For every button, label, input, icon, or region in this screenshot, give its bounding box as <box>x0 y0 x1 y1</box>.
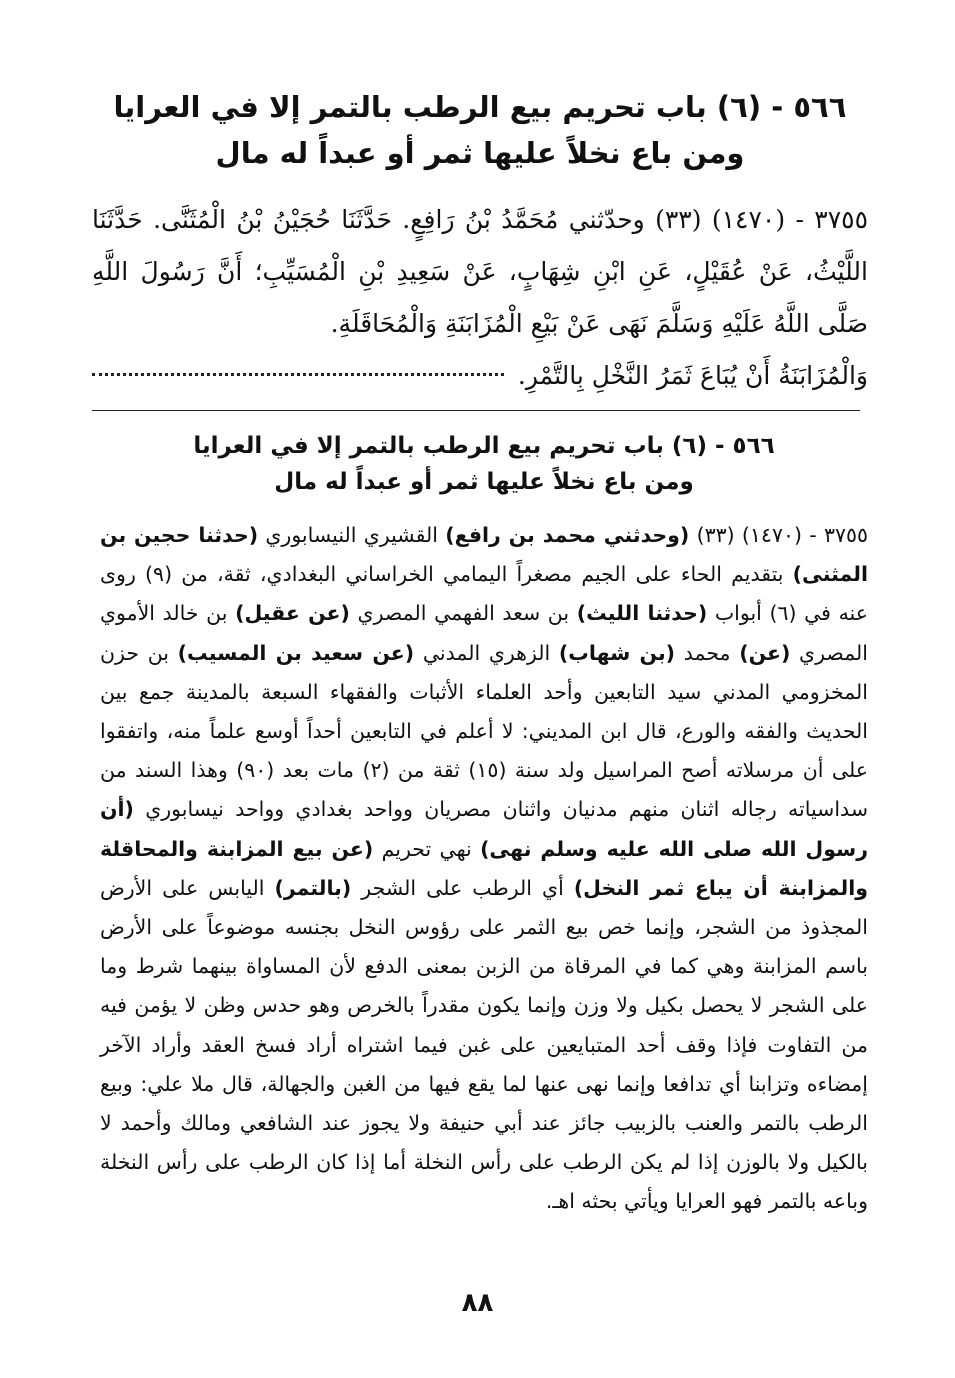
commentary-bold-segment: (حدثنا حجين بن المثنى) <box>100 523 868 587</box>
hadith-definition: وَالْمُزَابَنَةُ أَنْ يُبَاعَ ثَمَرُ النَّخْلِ بِالتَّمْرِ. <box>517 361 868 390</box>
commentary-bold-segment: (وحدثني محمد بن رافع) <box>445 523 690 547</box>
commentary-segment: القشيري النيسابوري <box>258 523 446 547</box>
commentary-bold-segment: (بن شهاب) <box>558 640 676 665</box>
hadith-chapter-title-line-2: ومن باع نخلاً عليها ثمر أو عبداً له مال <box>215 136 745 170</box>
commentary-segment: أي الرطب على الشجر <box>351 875 574 900</box>
hadith-definition-line <box>92 350 868 402</box>
commentary-paragraph <box>100 516 868 1222</box>
commentary-text <box>100 516 868 1222</box>
hadith-chapter-title-line-1: ٥٦٦ - (٦) باب تحريم بيع الرطب بالتمر إلا في العرايا <box>113 90 847 124</box>
commentary-chapter-title-line-1: ٥٦٦ - (٦) باب تحريم بيع الرطب بالتمر إلا في العرايا <box>193 433 775 459</box>
commentary-bold-segment: (عن سعيد بن المسيب) <box>177 640 415 665</box>
commentary-bold-segment: (عن عقيل) <box>235 601 350 626</box>
hadith-body: ٣٧٥٥ - (١٤٧٠) (٣٣) وحدّثني مُحَمَّدُ بْنُ رَافِعٍ. حَدَّثَنَا حُجَيْنُ بْنُ الْمُثَنَّى. حَدَّثَنَا اللَّيْثُ، عَنْ عُقَيْلٍ، عَنِ ابْنِ شِهَابٍ، عَنْ سَعِيدِ بْنِ الْمُسَيِّبِ؛ أَنَّ رَسُولَ اللَّهِ صَلَّى اللَّهُ عَلَيْهِ وَسَلَّمَ نَهَى عَنْ بَيْعِ الْمُزَابَنَةِ وَالْمُحَاقَلَةِ. <box>92 205 868 338</box>
commentary-bold-segment: (حدثنا الليث) <box>576 601 708 626</box>
commentary-bold-segment: (بالتمر) <box>274 875 352 900</box>
page-number: ٨٨ <box>461 1288 494 1318</box>
commentary-segment: نهي تحريم <box>373 836 481 861</box>
hadith-section <box>92 84 868 402</box>
commentary-segment: اليابس على الأرض المجذوذ من الشجر، وإنما خص بيع الثمر على رؤوس النخل بجنسه موضوعاً على الأرض باسم المزابنة وهي كما في المرقاة من الزبن بمعنى الدفع لأن المساواة بينهما شرط وما على الشجر لا يحصل بكيل ولا وزن وإنما يكون مقدراً بالخرص وهو حدس وظن لا يؤمن فيه من التفاوت فإذا وقف أحد المتبايعين على غبن فيما اشتراه أراد فسخ العقد وأراد الآخر إمضاءه وتزابنا أي تدافعا وإنما نهى عنها لما يقع فيها من الغبن والجهالة، قال ملا علي: وبيع الرطب بالتمر والعنب بالزبيب جائز عند أبي حنيفة ولا يجوز عند الشافعي ومالك وأحمد لا بالكيل ولا بالوزن إذا لم يكن الرطب على رأس النخلة أما إذا كان الرطب على رأس النخلة وباعه بالتمر فهو العرايا ويأتي بحثه اهـ. <box>100 875 868 1214</box>
hadith-text <box>92 194 868 402</box>
commentary-segment: الزهري المدني <box>414 640 559 665</box>
commentary-segment: بن خالد الأموي المصري <box>100 601 868 665</box>
commentary-bold-segment: (أن رسول الله صلى الله عليه وسلم نهى) <box>100 797 869 861</box>
commentary-segment: ٣٧٥٥ - (١٤٧٠) (٣٣) <box>689 523 868 547</box>
commentary-segment: بتقديم الحاء على الجيم مصغراً اليمامي الخراساني البغدادي، ثقة، من (٩) روى عنه في (٦) أبواب <box>100 562 868 626</box>
commentary-chapter-title-line-2: ومن باع نخلاً عليها ثمر أو عبداً له مال <box>274 469 694 495</box>
commentary-section <box>100 428 868 1222</box>
commentary-bold-segment: (عن بيع المزابنة والمحاقلة والمزابنة أن يباع ثمر النخل) <box>100 836 868 900</box>
commentary-segment: بن حزن المخزومي المدني سيد التابعين وأحد العلماء الأثبات والفقهاء السبعة بالمدينة جمع بين الحديث والفقه والورع، قال ابن المديني: لا أعلم في التابعين أحداً أوسع علماً منه، واتفقوا على أن مرسلاته أصح المراسيل ولد سنة (١٥) ثقة من (٢) مات بعد (٩٠) وهذا السند من سداسياته رجاله اثنان منهم مدنيان واثنان مصريان وواحد بغدادي وواحد نيسابوري <box>100 640 868 822</box>
commentary-segment: بن سعد الفهمي المصري <box>349 601 577 626</box>
commentary-bold-segment: (عن) <box>739 640 791 665</box>
dotted-leader <box>92 373 504 376</box>
section-divider <box>92 410 860 411</box>
commentary-segment: محمد <box>675 640 740 665</box>
